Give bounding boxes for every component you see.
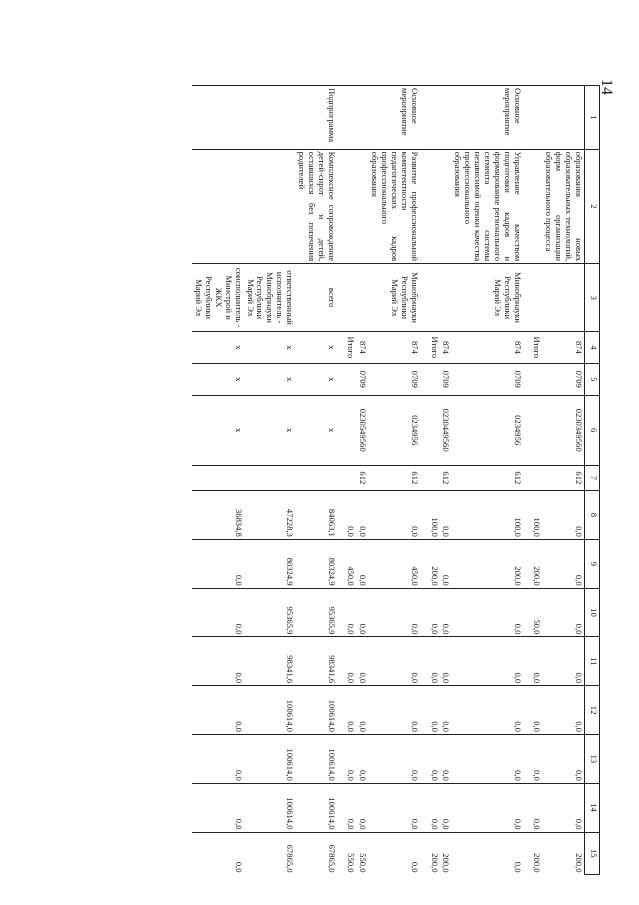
table-row: [192, 86, 243, 875]
table-cell-col-3: [428, 264, 440, 332]
table-cell-col-7: 612: [368, 465, 419, 490]
table-cell-col-6: x: [244, 395, 295, 465]
table-cell-col-14: 0,0: [368, 783, 419, 832]
table-cell-col-2: [531, 149, 543, 264]
table-cell-col-12: 0,0: [428, 686, 440, 735]
table-cell-col-15: 200,0: [531, 832, 543, 874]
table-cell-col-10: 0,0: [368, 588, 419, 637]
column-header: 11: [585, 637, 600, 686]
table-cell-col-11: 98341,6: [244, 637, 295, 686]
table-cell-col-11: 0,0: [452, 637, 523, 686]
table-row: [368, 86, 419, 875]
table-row: [244, 86, 295, 875]
table-cell-col-12: 100614,0: [295, 686, 337, 735]
table-cell-col-1: Подпрограмма: [295, 86, 337, 150]
table-cell-col-13: 0,0: [543, 734, 585, 783]
table-row: [357, 86, 369, 875]
table-cell-col-5: x: [295, 363, 337, 395]
table-cell-col-10: 95365,9: [244, 588, 295, 637]
table-cell-col-9: 0,0: [543, 539, 585, 588]
table-cell-col-2: Комплексное сопровождение детей-сирот и детей, оставшихся без попечения родителей: [295, 149, 337, 264]
table-cell-col-10: 0,0: [357, 588, 369, 637]
table-cell-col-6: [428, 395, 440, 465]
budget-table: [192, 85, 600, 875]
table-cell-col-11: 0,0: [357, 637, 369, 686]
table-cell-col-12: 0,0: [192, 686, 243, 735]
table-cell-col-3: [357, 264, 369, 332]
table-cell-col-3: ответственный исполнитель - Минобрнауки Республики Марий Эл: [244, 264, 295, 332]
table-cell-col-1: [244, 86, 295, 150]
table-cell-col-2: [345, 149, 357, 264]
table-cell-col-11: 0,0: [368, 637, 419, 686]
table-cell-col-3: [345, 264, 357, 332]
table-cell-col-10: 0,0: [543, 588, 585, 637]
table-cell-col-1: [428, 86, 440, 150]
table-cell-col-2: [357, 149, 369, 264]
table-cell-col-14: 0,0: [440, 783, 452, 832]
table-cell-col-15: 67865,0: [295, 832, 337, 874]
table-cell-col-13: 100614,0: [244, 734, 295, 783]
column-header: 4: [585, 332, 600, 364]
table-cell-col-2: образования новых образовательных технологий, форм организации образовательного процесса: [543, 149, 585, 264]
row-spacer: [420, 86, 428, 875]
table-cell-col-1: [345, 86, 357, 150]
table-cell-col-3: всего: [295, 264, 337, 332]
table-cell-col-11: 0,0: [543, 637, 585, 686]
table-cell-col-9: 80324,9: [244, 539, 295, 588]
table-cell-col-3: [531, 264, 543, 332]
table-cell-col-13: 0,0: [357, 734, 369, 783]
table-cell-col-15: 200,0: [543, 832, 585, 874]
table-cell-col-4: 874: [452, 332, 523, 364]
table-cell-col-13: 0,0: [192, 734, 243, 783]
table-cell-col-4: 874: [368, 332, 419, 364]
table-cell-col-8: 0,0: [368, 491, 419, 540]
table-cell-col-12: 0,0: [543, 686, 585, 735]
table-cell-col-9: 450,0: [345, 539, 357, 588]
table-row: [543, 86, 585, 875]
table-cell-col-4: 874: [357, 332, 369, 364]
column-header: 6: [585, 395, 600, 465]
table-cell-col-6: [531, 395, 543, 465]
table-cell-col-2: [192, 149, 243, 264]
column-header: 8: [585, 491, 600, 540]
table-cell-col-6: 0234956: [368, 395, 419, 465]
table-cell-col-13: 0,0: [531, 734, 543, 783]
table-cell-col-15: 0,0: [452, 832, 523, 874]
table-cell-col-15: 550,0: [345, 832, 357, 874]
table-cell-col-7: 612: [452, 465, 523, 490]
table-cell-col-5: 0709: [452, 363, 523, 395]
table-cell-col-7: [345, 465, 357, 490]
table-cell-col-8: 84063,1: [295, 491, 337, 540]
table-cell-col-6: 0234956: [452, 395, 523, 465]
table-cell-col-4: Итого: [345, 332, 357, 364]
table-cell-col-9: 0,0: [440, 539, 452, 588]
table-cell-col-6: 0230349560: [543, 395, 585, 465]
table-cell-col-14: 100614,0: [244, 783, 295, 832]
table-cell-col-8: 47228,3: [244, 491, 295, 540]
table-cell-col-13: 0,0: [345, 734, 357, 783]
table-cell-col-14: 0,0: [452, 783, 523, 832]
table-cell-col-1: [440, 86, 452, 150]
table-cell-col-15: 200,0: [428, 832, 440, 874]
column-header: 10: [585, 588, 600, 637]
table-cell-col-7: 612: [543, 465, 585, 490]
table-cell-col-8: 0,0: [543, 491, 585, 540]
table-cell-col-9: 450,0: [368, 539, 419, 588]
table-cell-col-9: 200,0: [452, 539, 523, 588]
table-cell-col-8: 100,0: [452, 491, 523, 540]
table-cell-col-3: Минобрнауки Республики Марий Эл: [368, 264, 419, 332]
table-row: [295, 86, 337, 875]
table-cell-col-10: 0,0: [452, 588, 523, 637]
table-cell-col-7: [295, 465, 337, 490]
table-cell-col-15: 550,0: [357, 832, 369, 874]
column-header: 3: [585, 264, 600, 332]
column-header: 15: [585, 832, 600, 874]
table-row: [531, 86, 543, 875]
table-cell-col-9: 80324,9: [295, 539, 337, 588]
table-cell-col-1: Основное мероприятие: [368, 86, 419, 150]
table-cell-col-11: 0,0: [345, 637, 357, 686]
table-cell-col-10: 0,0: [192, 588, 243, 637]
table-cell-col-2: Развитие профессиональной компетентности педагогических кадров профессионального образования: [368, 149, 419, 264]
table-cell-col-3: соисполнитель - Минстрой и ЖКХ Республики Марий Эл: [192, 264, 243, 332]
table-cell-col-13: 0,0: [440, 734, 452, 783]
table-cell-col-2: [244, 149, 295, 264]
table-cell-col-7: [192, 465, 243, 490]
table-cell-col-9: 0,0: [192, 539, 243, 588]
column-header: 12: [585, 686, 600, 735]
table-cell-col-6: 0230449560: [440, 395, 452, 465]
table-cell-col-11: 0,0: [531, 637, 543, 686]
table-cell-col-8: 36834,8: [192, 491, 243, 540]
table-cell-col-12: 0,0: [531, 686, 543, 735]
page-number: 14: [598, 79, 615, 95]
table-cell-col-4: Итого: [428, 332, 440, 364]
budget-table-sheet: [114, 85, 600, 875]
table-row: [345, 86, 357, 875]
table-cell-col-6: 0230549560: [357, 395, 369, 465]
header-row: [585, 86, 600, 875]
row-spacer: [523, 86, 531, 875]
table-cell-col-7: [244, 465, 295, 490]
table-cell-col-3: Минобрнауки Республики Марий Эл: [452, 264, 523, 332]
table-cell-col-1: [357, 86, 369, 150]
table-cell-col-11: 98341,6: [295, 637, 337, 686]
table-cell-col-14: 100614,0: [295, 783, 337, 832]
table-row: [428, 86, 440, 875]
table-cell-col-10: 50,0: [531, 588, 543, 637]
table-cell-col-13: 100614,0: [295, 734, 337, 783]
table-cell-col-4: x: [295, 332, 337, 364]
table-cell-col-12: 0,0: [357, 686, 369, 735]
table-cell-col-14: 0,0: [192, 783, 243, 832]
table-row: [440, 86, 452, 875]
table-cell-col-2: [440, 149, 452, 264]
table-cell-col-14: 0,0: [531, 783, 543, 832]
table-cell-col-7: [531, 465, 543, 490]
table-cell-col-3: [440, 264, 452, 332]
table-cell-col-13: 0,0: [452, 734, 523, 783]
table-cell-col-6: [345, 395, 357, 465]
table-cell-col-13: 0,0: [368, 734, 419, 783]
table-cell-col-10: 95365,9: [295, 588, 337, 637]
table-cell-col-7: [428, 465, 440, 490]
table-cell-col-14: 0,0: [428, 783, 440, 832]
table-cell-col-4: Итого: [531, 332, 543, 364]
table-cell-col-9: 200,0: [428, 539, 440, 588]
table-cell-col-13: 0,0: [428, 734, 440, 783]
table-cell-col-2: [428, 149, 440, 264]
table-cell-col-15: 67865,0: [244, 832, 295, 874]
column-header: 2: [585, 149, 600, 264]
table-cell-col-4: x: [244, 332, 295, 364]
table-cell-col-8: 0,0: [440, 491, 452, 540]
column-header: 13: [585, 734, 600, 783]
table-row: [452, 86, 523, 875]
table-cell-col-1: [531, 86, 543, 150]
table-cell-col-7: 612: [357, 465, 369, 490]
table-body: [192, 86, 584, 875]
row-spacer: [337, 86, 345, 875]
table-cell-col-10: 0,0: [428, 588, 440, 637]
table-cell-col-3: [543, 264, 585, 332]
table-cell-col-11: 0,0: [440, 637, 452, 686]
table-cell-col-8: 0,0: [357, 491, 369, 540]
table-cell-col-4: 874: [440, 332, 452, 364]
table-cell-col-6: x: [295, 395, 337, 465]
table-cell-col-5: 0709: [357, 363, 369, 395]
table-cell-col-15: 0,0: [368, 832, 419, 874]
table-cell-col-7: 612: [440, 465, 452, 490]
table-cell-col-12: 0,0: [440, 686, 452, 735]
table-cell-col-14: 0,0: [543, 783, 585, 832]
table-cell-col-5: x: [192, 363, 243, 395]
table-cell-col-1: [192, 86, 243, 150]
table-cell-col-8: 100,0: [428, 491, 440, 540]
table-cell-col-12: 0,0: [368, 686, 419, 735]
table-cell-col-11: 0,0: [192, 637, 243, 686]
table-cell-col-6: x: [192, 395, 243, 465]
table-cell-col-5: [531, 363, 543, 395]
table-cell-col-15: 0,0: [192, 832, 243, 874]
table-cell-col-12: 100614,0: [244, 686, 295, 735]
column-header: 7: [585, 465, 600, 490]
table-cell-col-1: [543, 86, 585, 150]
table-cell-col-5: 0709: [440, 363, 452, 395]
table-cell-col-5: [345, 363, 357, 395]
column-header: 14: [585, 783, 600, 832]
table-cell-col-10: 0,0: [345, 588, 357, 637]
table-cell-col-14: 0,0: [357, 783, 369, 832]
table-cell-col-12: 0,0: [452, 686, 523, 735]
table-cell-col-1: Основное мероприятие: [452, 86, 523, 150]
table-cell-col-4: x: [192, 332, 243, 364]
table-cell-col-4: 874: [543, 332, 585, 364]
table-cell-col-9: 200,0: [531, 539, 543, 588]
table-cell-col-12: 0,0: [345, 686, 357, 735]
table-cell-col-5: 0709: [368, 363, 419, 395]
table-cell-col-2: Управление качеством подготовки кадров и формирование регионального сегмента системы независимой оценки качества профессионального образования: [452, 149, 523, 264]
table-cell-col-5: x: [244, 363, 295, 395]
table-cell-col-5: 0709: [543, 363, 585, 395]
table-cell-col-9: 0,0: [357, 539, 369, 588]
column-header: 5: [585, 363, 600, 395]
table-cell-col-14: 0,0: [345, 783, 357, 832]
table-cell-col-5: [428, 363, 440, 395]
table-cell-col-11: 0,0: [428, 637, 440, 686]
table-cell-col-15: 200,0: [440, 832, 452, 874]
table-cell-col-8: 0,0: [345, 491, 357, 540]
column-header: 9: [585, 539, 600, 588]
column-header: 1: [585, 86, 600, 150]
table-cell-col-8: 100,0: [531, 491, 543, 540]
table-cell-col-10: 0,0: [440, 588, 452, 637]
